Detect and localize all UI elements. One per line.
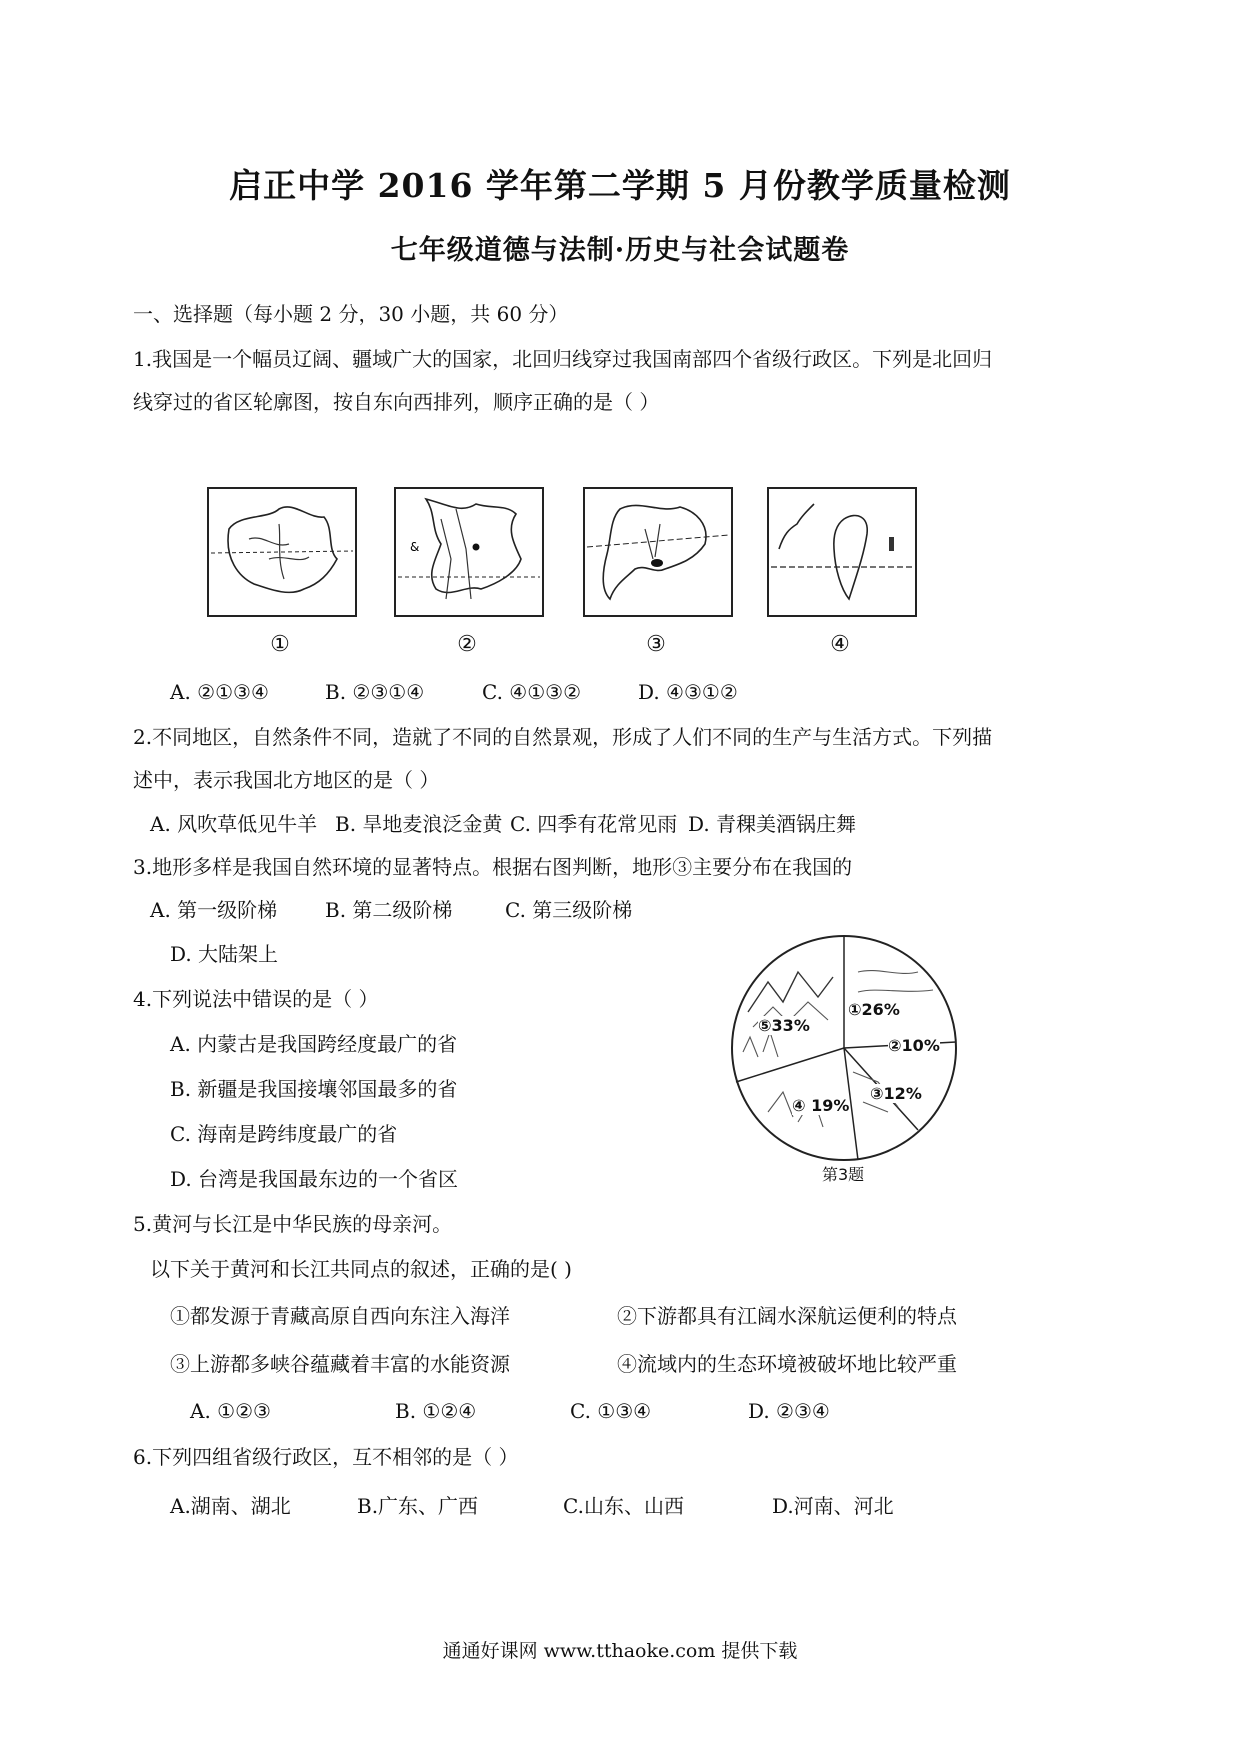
q2-option-c[interactable]: C. 四季有花常见雨 (510, 812, 678, 836)
pie-label-3: ③12% (870, 1084, 922, 1103)
figure-caption: 第3题 (822, 1165, 865, 1184)
q2-option-b[interactable]: B. 旱地麦浪泛金黄 (335, 812, 503, 836)
q5-statement-1: ①都发源于青藏高原自西向东注入海洋 (170, 1304, 510, 1328)
q5-option-d[interactable]: D. ②③④ (748, 1399, 830, 1423)
q5-statement-2: ②下游都具有江阔水深航运便利的特点 (617, 1304, 957, 1328)
q5-statement-4: ④流域内的生态环境被破坏地比较严重 (617, 1352, 957, 1376)
map-label-4: ④ (830, 632, 850, 657)
pie-label-5: ⑤33% (758, 1016, 810, 1035)
province-map-4 (767, 487, 917, 617)
province-map-1 (207, 487, 357, 617)
question-1-line2: 线穿过的省区轮廓图，按自东向西排列，顺序正确的是（ ） (133, 390, 660, 414)
page-footer: 通通好课网 www.tthaoke.com 提供下载 (442, 1640, 798, 1662)
q1-option-d[interactable]: D. ④③①② (638, 680, 738, 704)
province-map-3 (583, 487, 733, 617)
pie-label-1: ①26% (848, 1000, 900, 1019)
q4-option-c[interactable]: C. 海南是跨纬度最广的省 (170, 1122, 398, 1146)
map-label-3: ③ (646, 632, 666, 657)
pie-label-4: ④ 19% (792, 1096, 850, 1115)
question-5-stem: 5.黄河与长江是中华民族的母亲河。 (133, 1212, 453, 1236)
q6-option-a[interactable]: A.湖南、湖北 (170, 1494, 291, 1518)
q5-option-a[interactable]: A. ①②③ (190, 1399, 271, 1423)
map-label-1: ① (270, 632, 290, 657)
q6-option-b[interactable]: B.广东、广西 (357, 1494, 479, 1518)
question-5-sub: 以下关于黄河和长江共同点的叙述，正确的是( ) (150, 1257, 572, 1281)
q6-option-c[interactable]: C.山东、山西 (563, 1494, 684, 1518)
question-6-stem: 6.下列四组省级行政区，互不相邻的是（ ） (133, 1445, 519, 1469)
province-maps (0, 487, 1240, 617)
page-title: 启正中学 2016 学年第二学期 5 月份教学质量检测 (229, 166, 1011, 205)
q5-option-c[interactable]: C. ①③④ (570, 1399, 652, 1423)
q4-option-a[interactable]: A. 内蒙古是我国跨经度最广的省 (170, 1032, 458, 1056)
province-map-2 (394, 487, 544, 617)
q1-option-a[interactable]: A. ②①③④ (170, 680, 269, 704)
q5-statement-3: ③上游都多峡谷蕴藏着丰富的水能资源 (170, 1352, 510, 1376)
question-3-stem: 3.地形多样是我国自然环境的显著特点。根据右图判断，地形③主要分布在我国的 (133, 855, 853, 879)
q5-option-b[interactable]: B. ①②④ (395, 1399, 477, 1423)
question-4-stem: 4.下列说法中错误的是（ ） (133, 987, 379, 1011)
q3-option-a[interactable]: A. 第一级阶梯 (150, 898, 278, 922)
svg-text:&: & (410, 540, 420, 554)
pie-label-2: ②10% (888, 1036, 940, 1055)
section-heading: 一、选择题（每小题 2 分，30 小题，共 60 分） (133, 302, 569, 326)
q3-option-d[interactable]: D. 大陆架上 (170, 942, 279, 966)
page-subtitle: 七年级道德与法制·历史与社会试题卷 (390, 235, 850, 266)
q4-option-b[interactable]: B. 新疆是我国接壤邻国最多的省 (170, 1077, 458, 1101)
q6-option-d[interactable]: D.河南、河北 (772, 1494, 894, 1518)
q3-option-c[interactable]: C. 第三级阶梯 (505, 898, 633, 922)
q1-option-c[interactable]: C. ④①③② (482, 680, 582, 704)
question-1-line1: 1.我国是一个幅员辽阔、疆域广大的国家，北回归线穿过我国南部四个省级行政区。下列是北回归 (133, 347, 993, 371)
q3-option-b[interactable]: B. 第二级阶梯 (325, 898, 453, 922)
q2-option-d[interactable]: D. 青稞美酒锅庄舞 (688, 812, 857, 836)
q4-option-d[interactable]: D. 台湾是我国最东边的一个省区 (170, 1167, 459, 1191)
q1-option-b[interactable]: B. ②③①④ (325, 680, 425, 704)
question-2-line1: 2.不同地区，自然条件不同，造就了不同的自然景观，形成了人们不同的生产与生活方式。下列描 (133, 725, 993, 749)
map-label-2: ② (457, 632, 477, 657)
q2-option-a[interactable]: A. 风吹草低见牛羊 (150, 812, 318, 836)
question-2-line2: 述中，表示我国北方地区的是（ ） (133, 768, 440, 792)
